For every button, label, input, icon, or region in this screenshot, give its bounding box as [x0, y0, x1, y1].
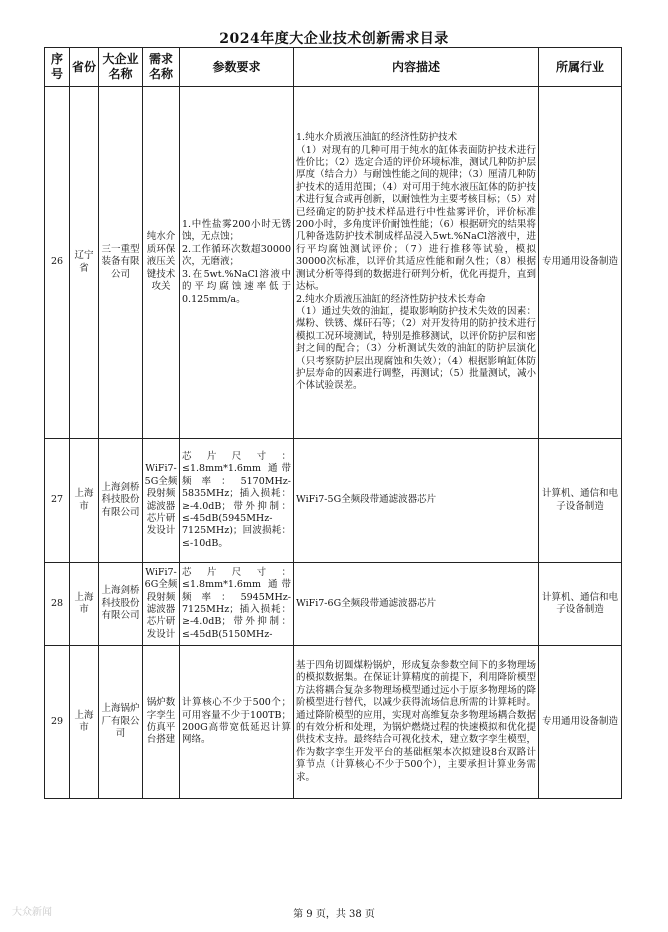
row-company: 上海锅炉厂有限公司	[99, 646, 143, 799]
row-desc	[294, 87, 539, 439]
header-desc: 内容描述	[294, 48, 539, 87]
desc-para: 1.纯水介质液压油缸的经济性防护技术	[296, 132, 458, 144]
desc-para: （1）通过失效的油缸，提取影响防护技术失效的因素：煤粉、铁锈、煤矸石等；（2）对开发待用的防护技术进行模拟工况环境测试，特别是推移测试，以评价防护层和密封之间的配合；（3）分析测试失效的油缸的防护层演化（只考察防护层出现腐蚀和失效）；（4）根据影响缸体防护层寿命的因素进行调整，再测试；（5）批量测试，减小个体试验误差。	[296, 305, 536, 392]
row-params	[180, 563, 294, 646]
desc-para: 基于四角切圆煤粉锅炉，形成复杂参数空间下的多物理场的模拟数据集。在保证计算精度的前提下，利用降阶模型方法将耦合复杂多物理场模型通过远小于原多物理场的降阶模型进行替代，以减少获得流场信息所需的计算耗时。通过降阶模型的应用，实现对高维复杂多物理场耦合数据的有效分析和处理，为锅炉燃烧过程的快速模拟和优化提供技术支持。最终结合可视化技术，建立数字孪生模型，作为数字孪生开发平台的基础框架本次拟建设8台双路计算节点（计算核心不少于500个），主要承担计算业务需求。	[296, 659, 536, 783]
param-line: 3.在5wt.%NaCl溶液中的平均腐蚀速率低于0.125mm/a。	[182, 268, 291, 305]
header-need: 需求名称	[143, 48, 180, 87]
row-company: 上海剑桥科技股份有限公司	[99, 563, 143, 646]
header-industry: 所属行业	[539, 48, 622, 87]
param-line: 2.工作循环次数超30000次，无磨液；	[182, 243, 291, 268]
row-no: 29	[45, 646, 70, 799]
desc-para: WiFi7-6G全频段带通滤波器芯片	[296, 597, 437, 609]
row-params	[180, 439, 294, 563]
row-company: 上海剑桥科技股份有限公司	[99, 439, 143, 563]
header-province: 省份	[70, 48, 99, 87]
table-row	[45, 563, 622, 646]
row-industry: 计算机、通信和电子设备制造	[539, 563, 622, 646]
row-province: 上海市	[70, 439, 99, 563]
requirements-table	[44, 47, 622, 799]
row-need: 纯水介质环保液压关键技术攻关	[143, 87, 180, 439]
row-no: 27	[45, 439, 70, 563]
watermark-logo: 大众新闻	[12, 907, 52, 918]
table-row	[45, 87, 622, 439]
param-line: 计算核心不少于500个；可用容量不少于100TB；200G高带宽低延迟计算网络。	[182, 697, 291, 746]
row-no: 26	[45, 87, 70, 439]
row-industry: 计算机、通信和电子设备制造	[539, 439, 622, 563]
header-no: 序号	[45, 48, 70, 87]
table-row	[45, 439, 622, 563]
row-province: 辽宁省	[70, 87, 99, 439]
desc-para: WiFi7-5G全频段带通滤波器芯片	[296, 494, 437, 506]
row-need: WiFi7-6G全频段射频滤波器芯片研发设计	[143, 563, 180, 646]
row-desc	[294, 439, 539, 563]
row-industry: 专用通用设备制造	[539, 87, 622, 439]
param-line: 1.中性盐雾200小时无锈蚀，无点蚀；	[182, 219, 291, 243]
row-province: 上海市	[70, 646, 99, 799]
page-title: 2024年度大企业技术创新需求目录	[219, 31, 449, 47]
table-row	[45, 646, 622, 799]
row-params	[180, 87, 294, 439]
param-line: 芯片尺寸：≤1.8mm*1.6mm 通带频率：5945MHz-7125MHz；插入损耗：≥-4.0dB；带外抑制：≤-45dB(5150MHz-	[182, 566, 291, 640]
param-line: 芯片尺寸：≤1.8mm*1.6mm 通带频率：5170MHz-5835MHz；插入损耗：≥-4.0dB；带外抑制：≤-45dB(5945MHz-7125MHz)；回波损耗：≤-10dB。	[182, 450, 291, 549]
row-desc	[294, 646, 539, 799]
row-province: 上海市	[70, 563, 99, 646]
header-params: 参数要求	[180, 48, 294, 87]
page-footer: 第 9 页，共 38 页	[293, 909, 375, 920]
row-params	[180, 646, 294, 799]
header-company: 大企业名称	[99, 48, 143, 87]
row-need: WiFi7-5G全频段射频滤波器芯片研发设计	[143, 439, 180, 563]
desc-para: （1）对现有的几种可用于纯水的缸体表面防护技术进行性价比；（2）选定合适的评价环境标准，测试几种防护层厚度（结合力）与耐蚀性能之间的规律；（3）厘清几种防护技术的适用范围；（4）对可用于纯水液压缸体的防护技术进行复合或再创新，以耐蚀性为主要考核目标；（5）对已经确定的防护技术样品进行中性盐雾评价，评价标准200小时，多角度评价耐蚀性能；（6）根据研究的结果将几种备选防护技术制成样品浸入5wt.%NaCl溶液中，进行平均腐蚀测试评价；（7）进行推移等试验，模拟30000次标准，以评价其适应性能和耐久性；（8）根据测试分析等得到的数据进行研判分析，优化再提升，直到达标。	[296, 144, 536, 293]
row-desc	[294, 563, 539, 646]
row-need: 锅炉数字孪生仿真平台搭建	[143, 646, 180, 799]
row-no: 28	[45, 563, 70, 646]
row-company: 三一重型装备有限公司	[99, 87, 143, 439]
table-header-row	[45, 48, 622, 87]
row-industry: 专用通用设备制造	[539, 646, 622, 799]
desc-para: 2.纯水介质液压油缸的经济性防护技术长寿命	[296, 293, 486, 305]
